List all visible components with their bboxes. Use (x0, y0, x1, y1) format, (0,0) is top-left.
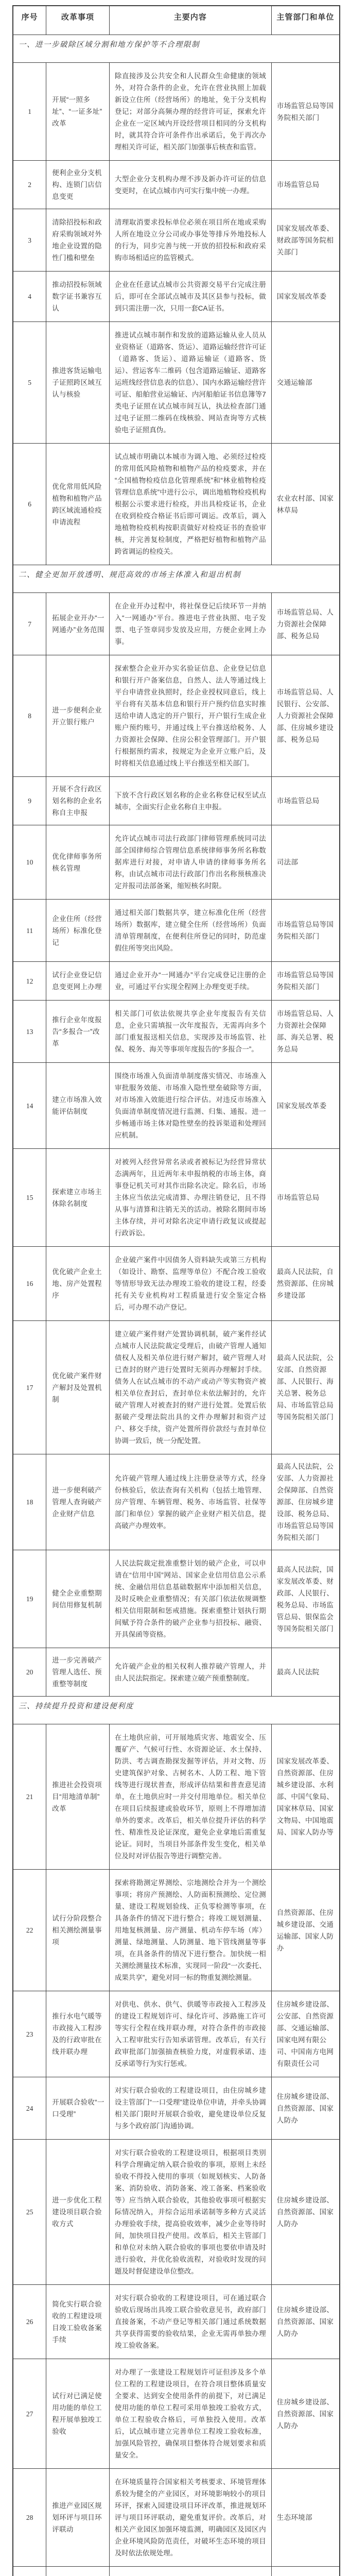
row-number-cell: 1 (13, 63, 46, 161)
table-row (13, 2359, 340, 2469)
department-cell: 市场监管总局等国务院相关部门 (271, 962, 340, 1001)
table-row (13, 655, 340, 777)
row-number-cell: 17 (13, 1321, 46, 1454)
main-content-cell: 对办理了一张建设工程规划许可证但涉及多个单位工程的工程建设项目，在符合项目整体质量安全要求、达到安全使用条件的前提下，对已满足使用功能的单位工程可采用单独竣工验收方式，单位工程验收合格后，可单独投入使用。改革后，试点城市建立完善单位工程竣工验收标准，加强风险管控，确保项目整体符合规划要求和质量安全。 (109, 2359, 271, 2469)
row-number-cell: 14 (13, 1063, 46, 1149)
table-row (13, 900, 340, 962)
header-row (13, 6, 340, 35)
table-row (13, 1870, 340, 1991)
department-cell: 农业农村部、国家林草局 (271, 444, 340, 565)
row-number-cell: 19 (13, 1550, 46, 1648)
section-row (13, 565, 340, 593)
table-row (13, 444, 340, 565)
section-header: 二、健全更加开放透明、规范高效的市场主体准入和退出机制 (13, 565, 340, 593)
department-cell: 住房城乡建设部、自然资源部、国家人防办 (271, 2285, 340, 2359)
main-content-cell: 试点城市明确以本城市为调入地、必须经过检疫的常用低风险植物和植物产品的检疫要求，并在“全国植物检疫信息化管理系统”和“林业植物检疫管理信息系统”中进行公示，调出地植物检疫机构根据公示要求进行检疫，并出具检疫证书，企业在收到检疫合格证书后即可调运。改革后，调入地植物检疫机构按职责做好对检疫证书的查验审核，并完善复检制度，严格把好植物和植物产品跨省调运的检疫关。 (109, 444, 271, 565)
table-row (13, 209, 340, 272)
row-number-cell: 21 (13, 1724, 46, 1870)
main-content-cell: 在环境质量符合国家相关考核要求、环境管理体系较为健全的产业园区，对环境影响较小的项目环评，探索入园建设项目环评改革，推进规划环评与项目环评联动，避免重复评价。改革后，对相关产业园区加强环境监测，明确园区及园区内企业环境风险防范责任，对破坏生态环境的项目及时依法依规处理。 (109, 2469, 271, 2567)
department-cell: 市场监管总局 (271, 777, 340, 825)
table-row (13, 1247, 340, 1321)
row-number-cell: 11 (13, 900, 46, 962)
department-cell: 市场监管总局、人力资源社会保障部、海关总署、税务总局 (271, 1001, 340, 1063)
row-number-cell: 6 (13, 444, 46, 565)
main-content-cell: 通过企业开办“一网通办”平台完成登记注册的企业，可通过平台实现全程网上办理变更手续。 (109, 962, 271, 1001)
reform-item-cell: 推进客货运输电子证照跨区域互认与核验 (46, 322, 110, 444)
table-row (13, 2285, 340, 2359)
table-row (13, 63, 340, 161)
reform-item-cell: 开展不含行政区划名称的企业名称自主申报 (46, 777, 110, 825)
reform-item-cell: 开展“一照多址”、“一证多址”改革 (46, 63, 110, 161)
reform-item-cell: 推行水电气暖等市政接入工程涉及的行政审批在线并联办理 (46, 1991, 110, 2077)
section-row (13, 35, 340, 63)
column-header-item: 改革事项 (46, 6, 110, 35)
main-content-cell: 对实行联合验收的工程建设项目，由住房城乡建设主管部门“一口受理”建设单位申请，并牵头协调相关部门限时开展联合验收，避免建设单位反复与多个政府部门沟通协调。 (109, 2077, 271, 2140)
main-content-cell: 探索将勘测定界测绘、宗地测绘合并为一个测绘事项；将房产预测绘、人防面积预测绘、定位测量、建设工程规划验线、正负零检测等事项，在具备条件的情况下进行整合；将竣工规划测量、用地复核测量、房产测量、机动车停车场（库）测量、绿地测量、人防测量、地下管线测量等事项，在具备条件的情况下进行整合。加快统一相关测绘测量技术标准，实现同一阶段“一次委托、成果共享”，避免对同一标的物重复测绘测量。 (109, 1870, 271, 1991)
table-row (13, 825, 340, 900)
department-cell (271, 2567, 340, 2576)
department-cell: 国家发展改革委、财政部等国务院相关部门 (271, 209, 340, 272)
reform-item-cell: 优化常用低风险植物和植物产品跨区域流通检疫申请流程 (46, 444, 110, 565)
section-row (13, 1697, 340, 1724)
main-content-cell: 下放不含行政区划名称的企业名称登记权至试点城市，全面实行企业名称自主申报。 (109, 777, 271, 825)
department-cell: 国家发展改革委 (271, 1063, 340, 1149)
table-row (13, 1991, 340, 2077)
table-row (13, 1149, 340, 1247)
row-number-cell: 2 (13, 161, 46, 209)
reform-item-cell: 进一步便利破产管理人查询破产企业财产信息 (46, 1454, 110, 1550)
department-cell: 最高人民法院，国家发展改革委、财政部、人民银行、税务总局、市场监管总局、银保监会等国务院相关部门 (271, 1550, 340, 1648)
reform-item-cell: 推进社会投资项目“用地清单制”改革 (46, 1724, 110, 1870)
table-row (13, 1724, 340, 1870)
main-content-cell: 对实行联合验收的工程建设项目，可在通过联合验收后现场出具竣工联合验收意见书，政府部门直接备案，不动产登记等相关部门通过系统数据共享获得需要的验收结果，企业无需再单独办理竣工验收备案。 (109, 2285, 271, 2359)
row-number-cell: 28 (13, 2469, 46, 2567)
main-content-cell (109, 2567, 271, 2576)
reform-item-cell: 拓展企业开办“一网通办”业务范围 (46, 593, 110, 655)
table-row (13, 2567, 340, 2576)
department-cell: 市场监管总局 (271, 1149, 340, 1247)
department-cell: 生态环境部 (271, 2469, 340, 2567)
column-header-dept: 主管部门和单位 (271, 6, 340, 35)
table-row (13, 322, 340, 444)
main-content-cell: 允许试点城市司法行政部门律师管理系统同司法部全国律师综合管理信息系统律师事务所名称数据库进行对接，对申请人申请的律师事务所名称，由试点城市司法行政部门作出名称预核准决定并报司法部备案，缩短核名时限。 (109, 825, 271, 900)
department-cell: 住房城乡建设部、自然资源部、国家人防办 (271, 2359, 340, 2469)
main-content-cell: 探索整合企业开办实名验证信息、企业登记信息和银行开户备案信息，自然人、法人等通过线上平台申请营业执照时，经企业授权同意后，线上平台将有关基本信息和银行开户预约信息实时推送给申请人选定的开户银行，开户银行生成企业账户预约账号，并通过线上平台推送给税务、人力资源社会保障、住房公积金管理部门。开户银行根据预约需求，按规定为企业开立账户后，及时将相关信息通过线上平台推送至相关部门。 (109, 655, 271, 777)
section-header: 一、进一步破除区域分割和地方保护等不合理限制 (13, 35, 340, 63)
table-row (13, 1321, 340, 1454)
reform-item-cell: 试行分阶段整合相关测绘测量事项 (46, 1870, 110, 1991)
department-cell: 最高人民法院，公安部、自然资源部、人民银行、海关总署、税务总局、市场监管总局等国务院相关部门 (271, 1321, 340, 1454)
main-content-cell: 对供电、供水、供气、供暖等市政接入工程涉及的建设工程规划许可、绿化许可、涉路施工许可等实行全程在线并联办理，对符合条件的市政接入工程审批实行告知承诺管理。改革后，有关行政审批部门加强抽查核验力度，对虚假承诺、违反承诺等行为实行惩戒。 (109, 1991, 271, 2077)
row-number-cell: 27 (13, 2359, 46, 2469)
department-cell: 司法部 (271, 825, 340, 900)
main-content-cell: 在土地供应前，可开展地质灾害、地震安全、压覆矿产、气候可行性、水资源论证、水土保持、防洪、考古调查勘探发掘等评估，并对文物、历史建筑保护对象、古树名木、人防工程、地下管线等进行现状普查，形成评估结果和普查意见清单，在土地供应时一并交付用地单位。相关单位在项目后续报建或验收环节，原则上不得增加清单外的要求。改革后，相关单位提升评估的科学性、精准性及论证深度，避免企业拿地后需重复论证。同时，当项目外部条件发生变化，相关单位及时对评估报告等进行调整完善。 (109, 1724, 271, 1870)
row-number-cell: 16 (13, 1247, 46, 1321)
department-cell: 国家发展改革委、自然资源部、住房城乡建设部、水利部、中国气象局、国家林草局、国家文物局、中国地震局、国家人防办等 (271, 1724, 340, 1870)
table-row (13, 593, 340, 655)
row-number-cell: 8 (13, 655, 46, 777)
column-header-no: 序号 (13, 6, 46, 35)
reform-item-cell: 清除招投标和政府采购领域对外地企业设置的隐性门槛和壁垒 (46, 209, 110, 272)
table-row (13, 272, 340, 322)
reform-item-cell: 便利企业分支机构、连锁门店信息变更 (46, 161, 110, 209)
table-row (13, 1454, 340, 1550)
department-cell: 市场监管总局 (271, 161, 340, 209)
department-cell: 最高人民法院，公安部、人力资源社会保障部、自然资源部、住房城乡建设部、税务总局、市场监管总局等国务院相关部门 (271, 1454, 340, 1550)
main-content-cell: 清理取消要求投标单位必须在项目所在地或采购人所在地设立分公司或办事处等排斥外地投标人的行为，同步完善与统一开放的招投标和政府采购市场相适应的监管模式。 (109, 209, 271, 272)
row-number-cell: 23 (13, 1991, 46, 2077)
row-number-cell: 20 (13, 1648, 46, 1697)
main-content-cell: 围绕市场准入负面清单制度落实情况、市场准入审批服务效能、市场准入隐性壁垒破除等方面，对市场准入效能进行综合评估。对违反市场准入负面清单制度情况进行监测、归集、通报。进一步畅通市场主体对隐性壁垒的投诉渠道和处理回应机制。 (109, 1063, 271, 1149)
department-cell: 国家发展改革委 (271, 272, 340, 322)
department-cell: 自然资源部、住房城乡建设部、交通运输部、国家人防办 (271, 1870, 340, 1991)
table-row (13, 777, 340, 825)
table-row (13, 1648, 340, 1697)
reform-item-cell: 推行企业年度报告“多报合一”改革 (46, 1001, 110, 1063)
main-content-cell: 人民法院裁定批准重整计划的破产企业，可以申请在“信用中国”网站、国家企业信用信息公示系统、金融信用信息基础数据库中添加相关信息，及时反映企业重整情况；有关部门依法依规调整相关信用限制和惩戒措施。探索重整计划执行期间赋予符合条件的破产企业参与招投标、融资、开具保函等资格。 (109, 1550, 271, 1648)
table-row (13, 1001, 340, 1063)
reform-item-cell: 进一步完善破产管理人选任、预重整等制度 (46, 1648, 110, 1697)
reform-item-cell: 健全企业重整期间信用修复机制 (46, 1550, 110, 1648)
main-content-cell: 通过相关部门数据共享，建立标准化住所（经营场所）数据库，建立健全住所（经营场所）负面清单管理制度，在便利住所登记的同时，防范虚假住所等突出风险。 (109, 900, 271, 962)
row-number-cell: 25 (13, 2140, 46, 2285)
table-row (13, 1550, 340, 1648)
row-number-cell: 4 (13, 272, 46, 322)
row-number-cell: 7 (13, 593, 46, 655)
table-row (13, 2469, 340, 2567)
row-number-cell: 13 (13, 1001, 46, 1063)
row-number-cell: 5 (13, 322, 46, 444)
row-number-cell: 26 (13, 2285, 46, 2359)
reform-item-cell: 优化破产企业土地、房产处置程序 (46, 1247, 110, 1321)
table-row (13, 1063, 340, 1149)
column-header-content: 主要内容 (109, 6, 271, 35)
table-row (13, 2140, 340, 2285)
department-cell: 住房城乡建设部、公安部、自然资源部、交通运输部、国家电网有限公司、中国南方电网有限责任公司 (271, 1991, 340, 2077)
main-content-cell: 企业在任意试点城市公共资源交易平台完成注册后，即可在全部试点城市及其区县参与投标，做到只需注册一次，只用一套CA证书。 (109, 272, 271, 322)
reform-item-cell (46, 2567, 110, 2576)
reform-item-cell: 进一步优化工程建设项目联合验收方式 (46, 2140, 110, 2285)
department-cell: 最高人民法院，自然资源部、住房城乡建设部 (271, 1247, 340, 1321)
main-content-cell: 在企业开办过程中，将社保登记后续环节一并纳入“一网通办”平台。推进电子营业执照、电子发票、电子签章同步发放及应用，方便企业网上办事。 (109, 593, 271, 655)
department-cell: 市场监管总局、人民银行、公安部、人力资源社会保障部、住房城乡建设部、税务总局 (271, 655, 340, 777)
reform-item-cell: 推进产业园区规划环评与项目环评联动 (46, 2469, 110, 2567)
table-row (13, 2077, 340, 2140)
main-content-cell: 对被列入经营异常名录或者被标记为经营异常状态满两年，且近两年未申报纳税的市场主体，商事登记机关可对其作出除名决定。除名后，市场主体应当依法完成清算、办理注销登记，且不得从事与清算和注销无关的活动。被除名期间市场主体存续，并可对除名决定申请行政复议或提起行政诉讼。 (109, 1149, 271, 1247)
department-cell: 住房城乡建设部、自然资源部、国家人防办 (271, 2077, 340, 2140)
reform-item-cell: 建立市场准入效能评估制度 (46, 1063, 110, 1149)
row-number-cell: 18 (13, 1454, 46, 1550)
department-cell: 最高人民法院 (271, 1648, 340, 1697)
reform-item-cell: 简化实行联合验收的工程建设项目竣工验收备案手续 (46, 2285, 110, 2359)
main-content-cell: 企业破产案件中因债务人资料缺失或第三方机构（如设计、勘察、监理等单位）不配合竣工验收等情形导致无法办理竣工验收的建设工程，经委托有关专业机构对工程质量进行安全鉴定合格后，可办理不动产登记。 (109, 1247, 271, 1321)
main-content-cell: 推进试点城市制作和发放的道路运输从业人员从业资格证（道路客、货运）、道路运输经营许可证（道路客、货运）、道路运输证（道路客、货运）、营运客车二维码（包含道路运输证、道路客运班线经营信息表的信息）、国内水路运输经营许可证、船舶营业运输证、内河船舶证书信息簿等7类电子证照在试点城市间互认，执法检查部门通过电子证照二维码在线核验、网站查询等方式核验电子证照真伪。 (109, 322, 271, 444)
row-number-cell: 3 (13, 209, 46, 272)
reform-item-cell: 试行对已满足使用功能的单位工程开展单独竣工验收 (46, 2359, 110, 2469)
department-cell: 住房城乡建设部、自然资源部、国家人防办 (271, 2140, 340, 2285)
main-content-cell: 建立破产案件财产处置协调机制，破产案件经试点城市人民法院裁定受理后，由破产管理人通知债权人及相关单位进行财产解封，破产管理人对已查封的财产进行处置时无须再办理解封手续。债务人在试点城市的不动产或动产等实物资产被相关单位查封后，查封单位未依法解封的，允许破产管理人对被查封的财产进行处置。处置后依据破产受理法院出具的文件办理解封和资产过户、移交手续，资产处置所得价款经与查封单位协调一致后，统一分配处置。 (109, 1321, 271, 1454)
department-cell: 交通运输部 (271, 322, 340, 444)
table-row (13, 962, 340, 1001)
reform-item-cell: 企业住所（经营场所）标准化登记 (46, 900, 110, 962)
main-content-cell: 大型企业分支机构办理不涉及新办许可证的信息变更时，在试点城市内可实行集中统一办理。 (109, 161, 271, 209)
row-number-cell (13, 2567, 46, 2576)
reform-item-cell: 探索建立市场主体除名制度 (46, 1149, 110, 1247)
main-content-cell: 对实行联合验收的工程建设项目，根据项目类别科学合理确定纳入联合验收的事项，原则上未经验收不得投入使用的事项（如规划核实、人防备案、消防验收、消防备案、竣工备案、档案验收等）应当纳入联合验收，其他验收事项可根据实际情况纳入，并综合运用承诺制等多种方式灵活办理验收手续，提高验收效率，减少企业等待时间，加快项目投产使用。改革后，相关主管部门和单位对未纳入联合验收的事项也要依申请及时进行验收，并优化验收流程，对验收时发现的问题及时督促建设单位整改。 (109, 2140, 271, 2285)
row-number-cell: 22 (13, 1870, 46, 1991)
reform-item-cell: 优化律师事务所核名管理 (46, 825, 110, 900)
reform-items-table (12, 5, 340, 2576)
row-number-cell: 24 (13, 2077, 46, 2140)
row-number-cell: 10 (13, 825, 46, 900)
row-number-cell: 15 (13, 1149, 46, 1247)
main-content-cell: 除直接涉及公共安全和人民群众生命健康的领域外，对符合条件的企业，允许在营业执照上加载新设立住所（经营场所）的地址，免于分支机构登记；对部分高频办理的经营许可证，探索允许企业在一定区域内开设经营项目相同的分支机构时，就其符合许可条件作出承诺后，免于再次办理相关许可证，相关部门加强事后核查和监管。 (109, 63, 271, 161)
table-row (13, 161, 340, 209)
reform-item-cell: 进一步便利企业开立银行账户 (46, 655, 110, 777)
department-cell: 市场监管总局等国务院相关部门 (271, 63, 340, 161)
main-content-cell: 允许破产管理人通过线上注册登录等方式，经身份核验后，依法查询有关机构（包括土地管理、房产管理、车辆管理、税务、市场监管、社保等部门和单位）掌握的破产企业财产相关信息，提高破产办理效率。 (109, 1454, 271, 1550)
main-content-cell: 允许破产企业的相关权利人推荐破产管理人，并由人民法院指定。探索建立破产预重整制度。 (109, 1648, 271, 1697)
department-cell: 市场监管总局、人力资源社会保障部、税务总局 (271, 593, 340, 655)
reform-item-cell: 试行企业登记信息变更网上办理 (46, 962, 110, 1001)
section-header: 三、持续提升投资和建设便利度 (13, 1697, 340, 1724)
row-number-cell: 12 (13, 962, 46, 1001)
reform-item-cell: 开展联合验收“一口受理” (46, 2077, 110, 2140)
reform-item-cell: 优化破产案件财产解封及处置机制 (46, 1321, 110, 1454)
department-cell: 市场监管总局等国务院相关部门 (271, 900, 340, 962)
row-number-cell: 9 (13, 777, 46, 825)
main-content-cell: 相关部门可依法依规共享企业年度报告有关信息，企业只需填报一次年度报告，无需再向多个部门重复报送相关信息，实现涉及市场监管、社保、税务、海关等事项年度报告的“多报合一”。 (109, 1001, 271, 1063)
reform-item-cell: 推动招投标领域数字证书兼容互认 (46, 272, 110, 322)
